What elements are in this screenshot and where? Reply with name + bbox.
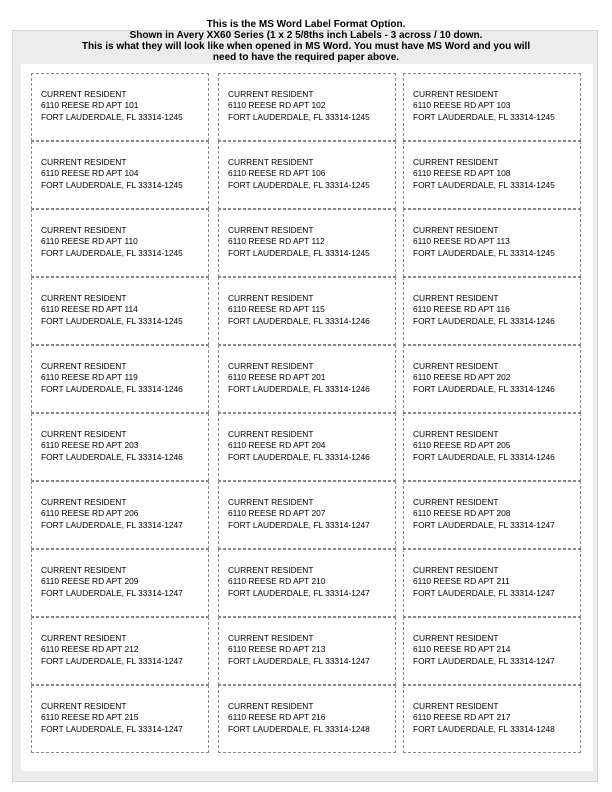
label-street: 6110 REESE RD APT 202 xyxy=(413,372,511,383)
address-label xyxy=(403,549,581,617)
label-city: FORT LAUDERDALE, FL 33314-1245 xyxy=(41,179,183,190)
label-recipient: CURRENT RESIDENT xyxy=(413,565,499,575)
label-city: FORT LAUDERDALE, FL 33314-1247 xyxy=(413,587,555,598)
label-city: FORT LAUDERDALE, FL 33314-1248 xyxy=(413,723,555,734)
address-label xyxy=(403,209,581,277)
label-street: 6110 REESE RD APT 108 xyxy=(413,168,511,179)
address-label xyxy=(403,141,581,209)
label-recipient: CURRENT RESIDENT xyxy=(41,565,127,575)
label-city: FORT LAUDERDALE, FL 33314-1245 xyxy=(413,247,555,258)
label-street: 6110 REESE RD APT 210 xyxy=(228,576,326,587)
address-label xyxy=(218,413,396,481)
label-street: 6110 REESE RD APT 205 xyxy=(413,440,511,451)
label-city: FORT LAUDERDALE, FL 33314-1246 xyxy=(41,383,183,394)
label-recipient: CURRENT RESIDENT xyxy=(413,293,499,303)
label-recipient: CURRENT RESIDENT xyxy=(413,157,499,167)
address-label xyxy=(218,277,396,345)
label-city: FORT LAUDERDALE, FL 33314-1246 xyxy=(228,451,370,462)
label-street: 6110 REESE RD APT 207 xyxy=(228,508,326,519)
address-label xyxy=(218,141,396,209)
address-label xyxy=(218,73,396,141)
label-city: FORT LAUDERDALE, FL 33314-1248 xyxy=(228,723,370,734)
label-recipient: CURRENT RESIDENT xyxy=(228,361,314,371)
label-recipient: CURRENT RESIDENT xyxy=(228,89,314,99)
label-city: FORT LAUDERDALE, FL 33314-1245 xyxy=(228,247,370,258)
header-line-1: This is the MS Word Label Format Option. xyxy=(206,19,406,30)
label-city: FORT LAUDERDALE, FL 33314-1245 xyxy=(41,315,183,326)
label-recipient: CURRENT RESIDENT xyxy=(41,361,127,371)
label-street: 6110 REESE RD APT 116 xyxy=(413,304,510,315)
label-street: 6110 REESE RD APT 115 xyxy=(228,304,325,315)
header-line-3: This is what they will look like when opened in MS Word. You must have MS Word and you will xyxy=(81,41,531,52)
label-recipient: CURRENT RESIDENT xyxy=(41,633,127,643)
address-label xyxy=(403,413,581,481)
address-label xyxy=(31,209,209,277)
label-city: FORT LAUDERDALE, FL 33314-1245 xyxy=(228,111,370,122)
label-city: FORT LAUDERDALE, FL 33314-1245 xyxy=(413,179,555,190)
label-street: 6110 REESE RD APT 113 xyxy=(413,236,510,247)
label-recipient: CURRENT RESIDENT xyxy=(413,225,499,235)
header-line-2: Shown in Avery XX60 Series (1 x 2 5/8ths inch Labels - 3 across / 10 down. xyxy=(129,30,483,41)
label-street: 6110 REESE RD APT 217 xyxy=(413,712,511,723)
label-recipient: CURRENT RESIDENT xyxy=(413,701,499,711)
label-city: FORT LAUDERDALE, FL 33314-1247 xyxy=(228,655,370,666)
label-street: 6110 REESE RD APT 103 xyxy=(413,100,511,111)
label-street: 6110 REESE RD APT 208 xyxy=(413,508,511,519)
label-street: 6110 REESE RD APT 211 xyxy=(413,576,510,587)
label-street: 6110 REESE RD APT 110 xyxy=(41,236,138,247)
label-recipient: CURRENT RESIDENT xyxy=(41,497,127,507)
label-recipient: CURRENT RESIDENT xyxy=(41,89,127,99)
label-city: FORT LAUDERDALE, FL 33314-1246 xyxy=(228,383,370,394)
address-label xyxy=(403,481,581,549)
label-street: 6110 REESE RD APT 206 xyxy=(41,508,139,519)
label-recipient: CURRENT RESIDENT xyxy=(413,89,499,99)
header-line-4: need to have the required paper above. xyxy=(212,52,400,63)
label-city: FORT LAUDERDALE, FL 33314-1247 xyxy=(413,519,555,530)
label-recipient: CURRENT RESIDENT xyxy=(228,497,314,507)
label-city: FORT LAUDERDALE, FL 33314-1247 xyxy=(41,723,183,734)
label-city: FORT LAUDERDALE, FL 33314-1247 xyxy=(228,587,370,598)
label-street: 6110 REESE RD APT 106 xyxy=(228,168,326,179)
label-recipient: CURRENT RESIDENT xyxy=(41,225,127,235)
label-recipient: CURRENT RESIDENT xyxy=(228,565,314,575)
label-street: 6110 REESE RD APT 215 xyxy=(41,712,139,723)
label-city: FORT LAUDERDALE, FL 33314-1247 xyxy=(413,655,555,666)
label-city: FORT LAUDERDALE, FL 33314-1245 xyxy=(41,247,183,258)
address-label xyxy=(218,685,396,753)
label-street: 6110 REESE RD APT 216 xyxy=(228,712,326,723)
label-street: 6110 REESE RD APT 212 xyxy=(41,644,139,655)
label-recipient: CURRENT RESIDENT xyxy=(228,429,314,439)
address-label xyxy=(403,277,581,345)
label-street: 6110 REESE RD APT 203 xyxy=(41,440,139,451)
label-city: FORT LAUDERDALE, FL 33314-1246 xyxy=(41,451,183,462)
label-street: 6110 REESE RD APT 102 xyxy=(228,100,326,111)
label-recipient: CURRENT RESIDENT xyxy=(228,157,314,167)
address-label xyxy=(31,413,209,481)
address-label xyxy=(403,685,581,753)
address-label xyxy=(403,345,581,413)
address-label xyxy=(31,549,209,617)
label-street: 6110 REESE RD APT 104 xyxy=(41,168,139,179)
label-city: FORT LAUDERDALE, FL 33314-1246 xyxy=(413,383,555,394)
label-street: 6110 REESE RD APT 114 xyxy=(41,304,138,315)
address-label xyxy=(31,617,209,685)
label-recipient: CURRENT RESIDENT xyxy=(413,497,499,507)
label-street: 6110 REESE RD APT 213 xyxy=(228,644,326,655)
address-label xyxy=(31,277,209,345)
label-city: FORT LAUDERDALE, FL 33314-1247 xyxy=(41,655,183,666)
label-recipient: CURRENT RESIDENT xyxy=(41,157,127,167)
label-recipient: CURRENT RESIDENT xyxy=(228,701,314,711)
label-street: 6110 REESE RD APT 101 xyxy=(41,100,139,111)
label-city: FORT LAUDERDALE, FL 33314-1247 xyxy=(41,587,183,598)
label-city: FORT LAUDERDALE, FL 33314-1245 xyxy=(228,179,370,190)
label-street: 6110 REESE RD APT 112 xyxy=(228,236,325,247)
address-label xyxy=(218,345,396,413)
label-city: FORT LAUDERDALE, FL 33314-1247 xyxy=(228,519,370,530)
address-label xyxy=(218,617,396,685)
label-street: 6110 REESE RD APT 201 xyxy=(228,372,326,383)
label-street: 6110 REESE RD APT 204 xyxy=(228,440,326,451)
address-label xyxy=(31,685,209,753)
label-recipient: CURRENT RESIDENT xyxy=(228,293,314,303)
label-street: 6110 REESE RD APT 209 xyxy=(41,576,139,587)
address-label xyxy=(403,73,581,141)
label-street: 6110 REESE RD APT 119 xyxy=(41,372,138,383)
label-recipient: CURRENT RESIDENT xyxy=(41,429,127,439)
label-street: 6110 REESE RD APT 214 xyxy=(413,644,511,655)
address-label xyxy=(31,141,209,209)
label-recipient: CURRENT RESIDENT xyxy=(413,429,499,439)
address-label xyxy=(31,73,209,141)
label-city: FORT LAUDERDALE, FL 33314-1247 xyxy=(41,519,183,530)
label-city: FORT LAUDERDALE, FL 33314-1245 xyxy=(413,111,555,122)
label-recipient: CURRENT RESIDENT xyxy=(41,701,127,711)
address-label xyxy=(218,549,396,617)
label-city: FORT LAUDERDALE, FL 33314-1246 xyxy=(413,315,555,326)
instructions-header xyxy=(0,19,612,63)
label-recipient: CURRENT RESIDENT xyxy=(413,361,499,371)
address-label xyxy=(31,345,209,413)
address-label xyxy=(218,481,396,549)
label-recipient: CURRENT RESIDENT xyxy=(413,633,499,643)
label-recipient: CURRENT RESIDENT xyxy=(41,293,127,303)
label-city: FORT LAUDERDALE, FL 33314-1246 xyxy=(413,451,555,462)
address-label xyxy=(218,209,396,277)
label-recipient: CURRENT RESIDENT xyxy=(228,633,314,643)
label-recipient: CURRENT RESIDENT xyxy=(228,225,314,235)
label-city: FORT LAUDERDALE, FL 33314-1246 xyxy=(228,315,370,326)
address-label xyxy=(403,617,581,685)
address-label xyxy=(31,481,209,549)
label-city: FORT LAUDERDALE, FL 33314-1245 xyxy=(41,111,183,122)
